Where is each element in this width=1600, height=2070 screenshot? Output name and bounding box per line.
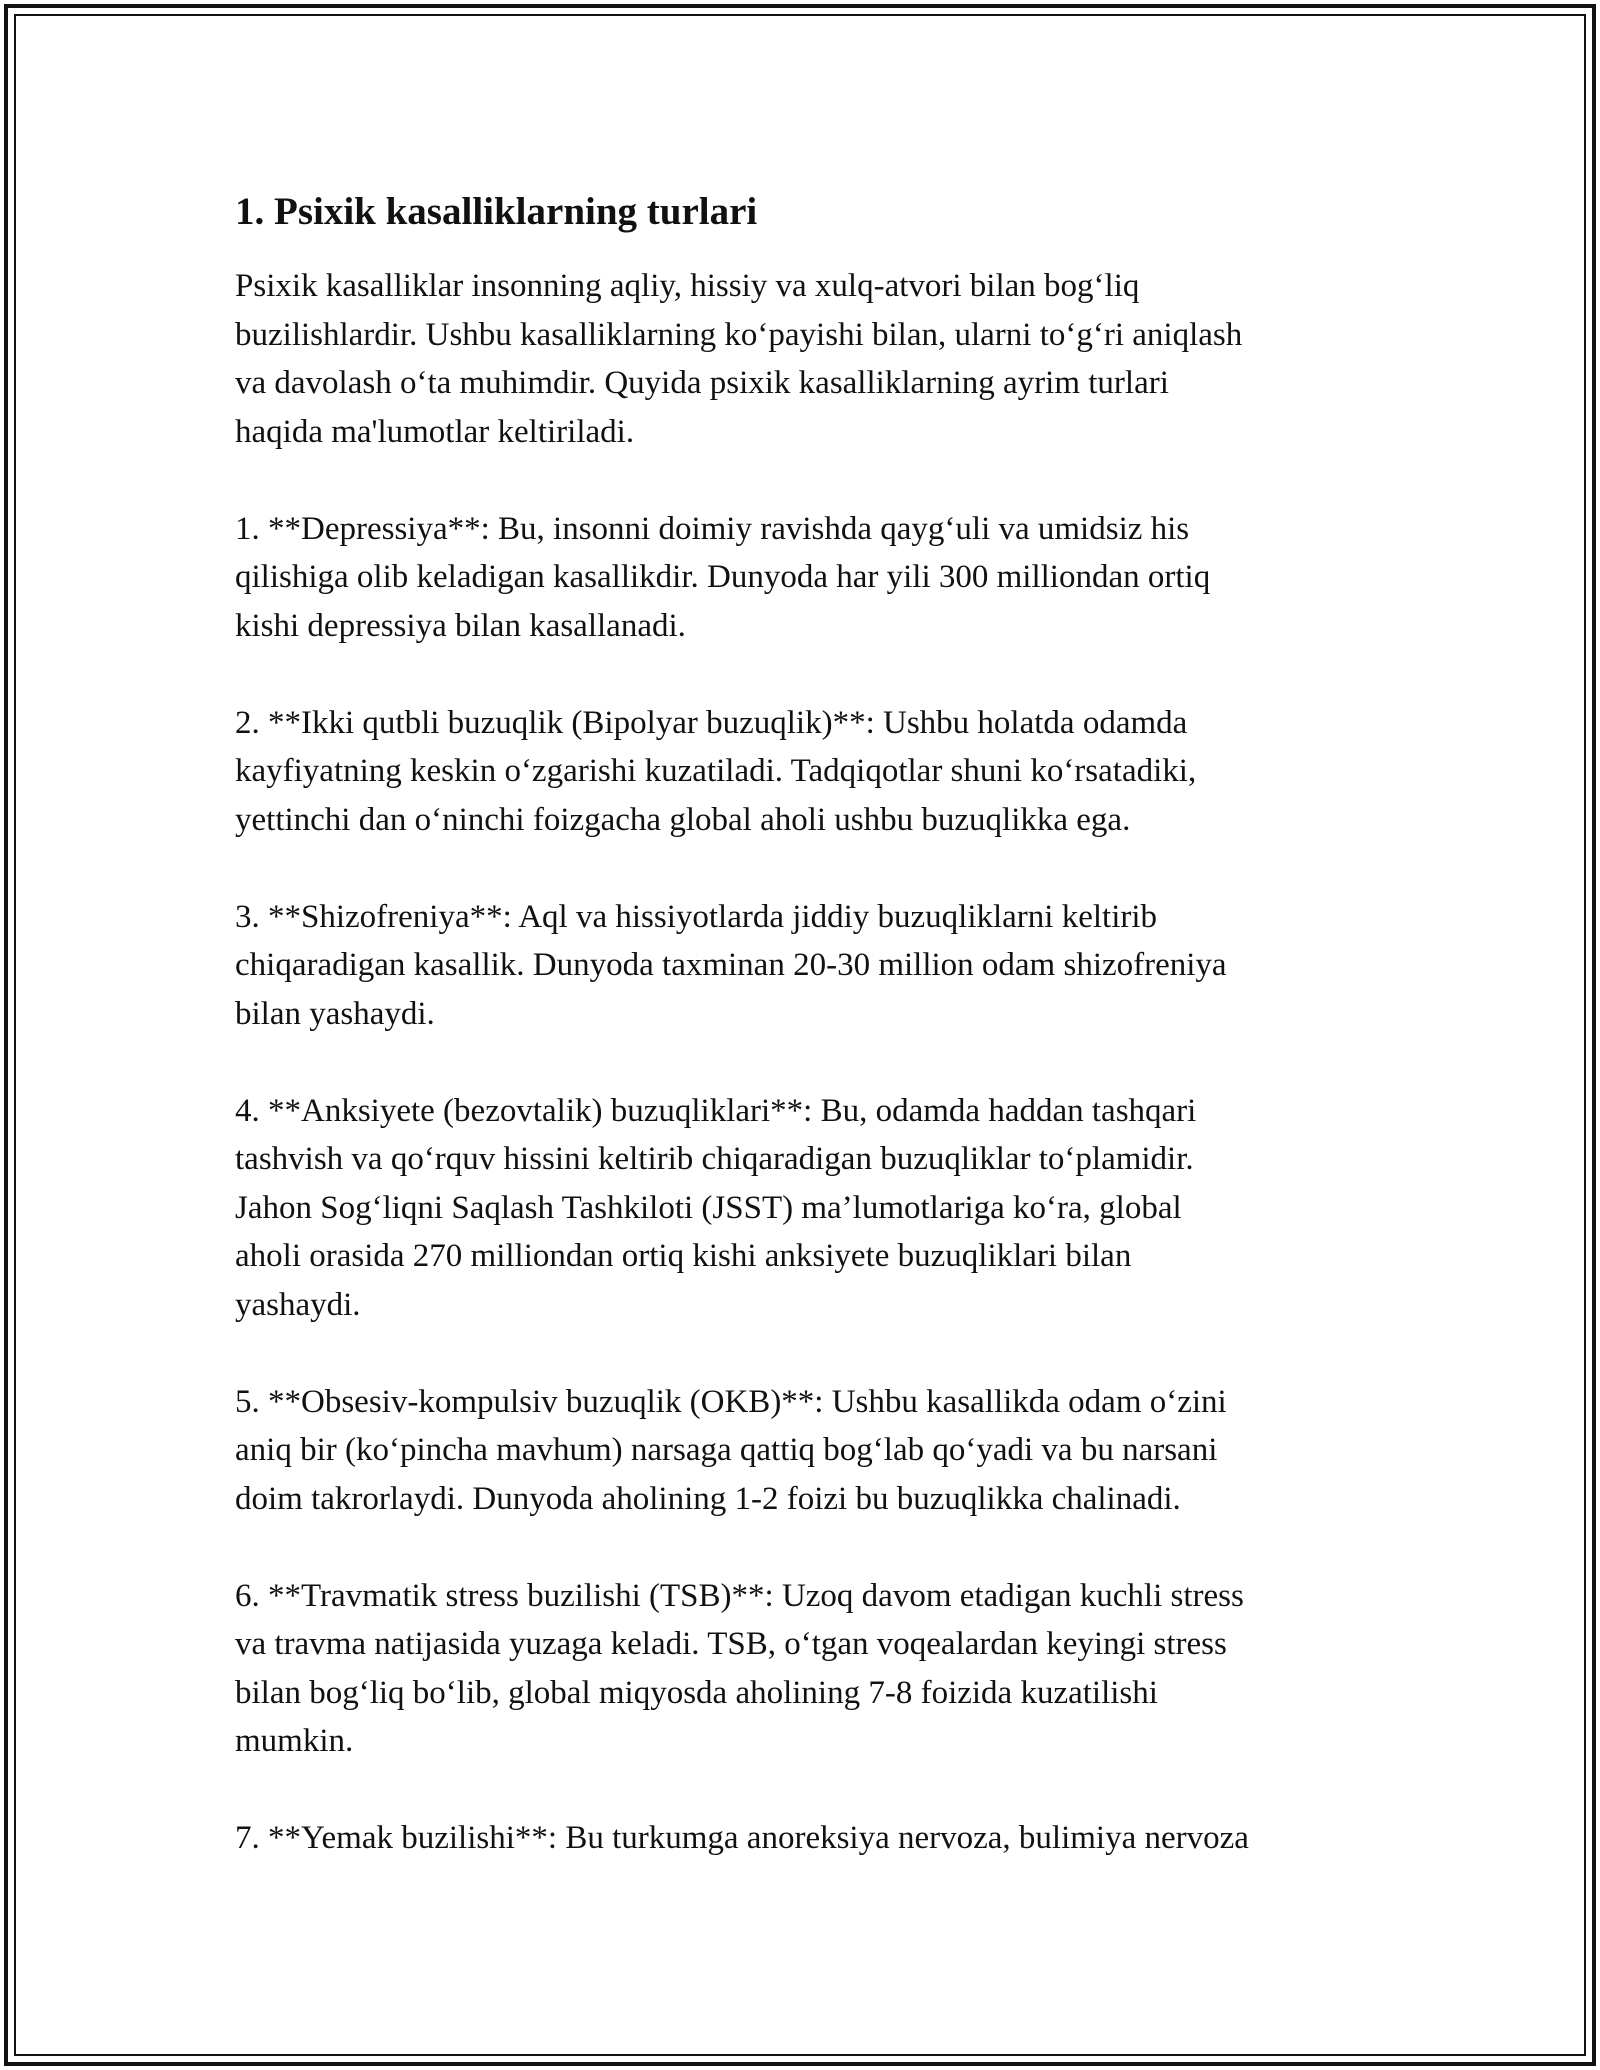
paragraph-gap xyxy=(235,1766,1375,1815)
list-item-bipolyar xyxy=(235,699,1375,845)
text-line: buzilishlardir. Ushbu kasalliklarning ko‘payishi bilan, ularni to‘g‘ri aniqlash xyxy=(235,316,1243,353)
text-line: mumkin. xyxy=(235,1723,354,1759)
list-item-depressiya xyxy=(235,505,1375,651)
text-line: Jahon Sog‘liqni Saqlash Tashkiloti (JSST) ma’lumotlariga ko‘ra, global xyxy=(235,1189,1182,1226)
list-item-anksiyete xyxy=(235,1087,1375,1330)
text-line: doim takrorlaydi. Dunyoda aholining 1-2 foizi bu buzuqlikka chalinadi. xyxy=(235,1480,1181,1517)
text-line: bilan yashaydi. xyxy=(235,995,435,1032)
text-line: 4. **Anksiyete (bezovtalik) buzuqliklari**: Bu, odamda haddan tashqari xyxy=(235,1092,1197,1129)
intro-paragraph xyxy=(235,262,1375,456)
text-line: Psixik kasalliklar insonning aqliy, hissiy va xulq-atvori bilan bog‘liq xyxy=(235,268,1140,304)
list-item-okb xyxy=(235,1378,1375,1524)
text-line: 2. **Ikki qutbli buzuqlik (Bipolyar buzuqlik)**: Ushbu holatda odamda xyxy=(235,704,1188,741)
text-line: 7. **Yemak buzilishi**: Bu turkumga anoreksiya nervoza, bulimiya nervoza xyxy=(235,1820,1249,1856)
list-item-tsb xyxy=(235,1572,1375,1766)
paragraph-gap xyxy=(235,1038,1375,1087)
list-item-yemak xyxy=(235,1814,1375,1863)
text-line: va davolash o‘ta muhimdir. Quyida psixik kasalliklarning ayrim turlari xyxy=(235,365,1169,401)
document-body xyxy=(235,188,1375,1863)
text-line: bilan bog‘liq bo‘lib, global miqyosda aholining 7-8 foizida kuzatilishi xyxy=(235,1674,1158,1711)
list-item-shizofreniya xyxy=(235,893,1375,1039)
text-line: aniq bir (ko‘pincha mavhum) narsaga qattiq bog‘lab qo‘yadi va bu narsani xyxy=(235,1432,1218,1468)
paragraph-gap xyxy=(235,844,1375,893)
text-line: 5. **Obsesiv-kompulsiv buzuqlik (OKB)**: Ushbu kasallikda odam o‘zini xyxy=(235,1383,1227,1420)
text-line: 6. **Travmatik stress buzilishi (TSB)**: Uzoq davom etadigan kuchli stress xyxy=(235,1577,1244,1614)
text-line: 1. **Depressiya**: Bu, insonni doimiy ravishda qayg‘uli va umidsiz his xyxy=(235,510,1190,547)
paragraph-gap xyxy=(235,650,1375,699)
text-line: va travma natijasida yuzaga keladi. TSB, o‘tgan voqealardan keyingi stress xyxy=(235,1626,1227,1662)
text-line: kishi depressiya bilan kasallanadi. xyxy=(235,607,686,644)
text-line: qilishiga olib keladigan kasallikdir. Dunyoda har yili 300 milliondan ortiq xyxy=(235,559,1211,595)
text-line: chiqaradigan kasallik. Dunyoda taxminan 20-30 million odam shizofreniya xyxy=(235,947,1227,983)
paragraph-gap xyxy=(235,1523,1375,1572)
text-line: kayfiyatning keskin o‘zgarishi kuzatiladi. Tadqiqotlar shuni ko‘rsatadiki, xyxy=(235,753,1197,789)
paragraph-gap xyxy=(235,1329,1375,1378)
page-title: 1. Psixik kasalliklarning turlari xyxy=(235,190,758,233)
text-line: haqida ma'lumotlar keltiriladi. xyxy=(235,413,635,450)
text-line: yettinchi dan o‘ninchi foizgacha global aholi ushbu buzuqlikka ega. xyxy=(235,801,1131,838)
text-line: 3. **Shizofreniya**: Aql va hissiyotlarda jiddiy buzuqliklarni keltirib xyxy=(235,898,1158,935)
paragraph-gap xyxy=(235,456,1375,505)
text-line: tashvish va qo‘rquv hissini keltirib chiqaradigan buzuqliklar to‘plamidir. xyxy=(235,1141,1194,1177)
text-line: yashaydi. xyxy=(235,1286,361,1323)
text-line: aholi orasida 270 milliondan ortiq kishi anksiyete buzuqliklari bilan xyxy=(235,1238,1132,1274)
